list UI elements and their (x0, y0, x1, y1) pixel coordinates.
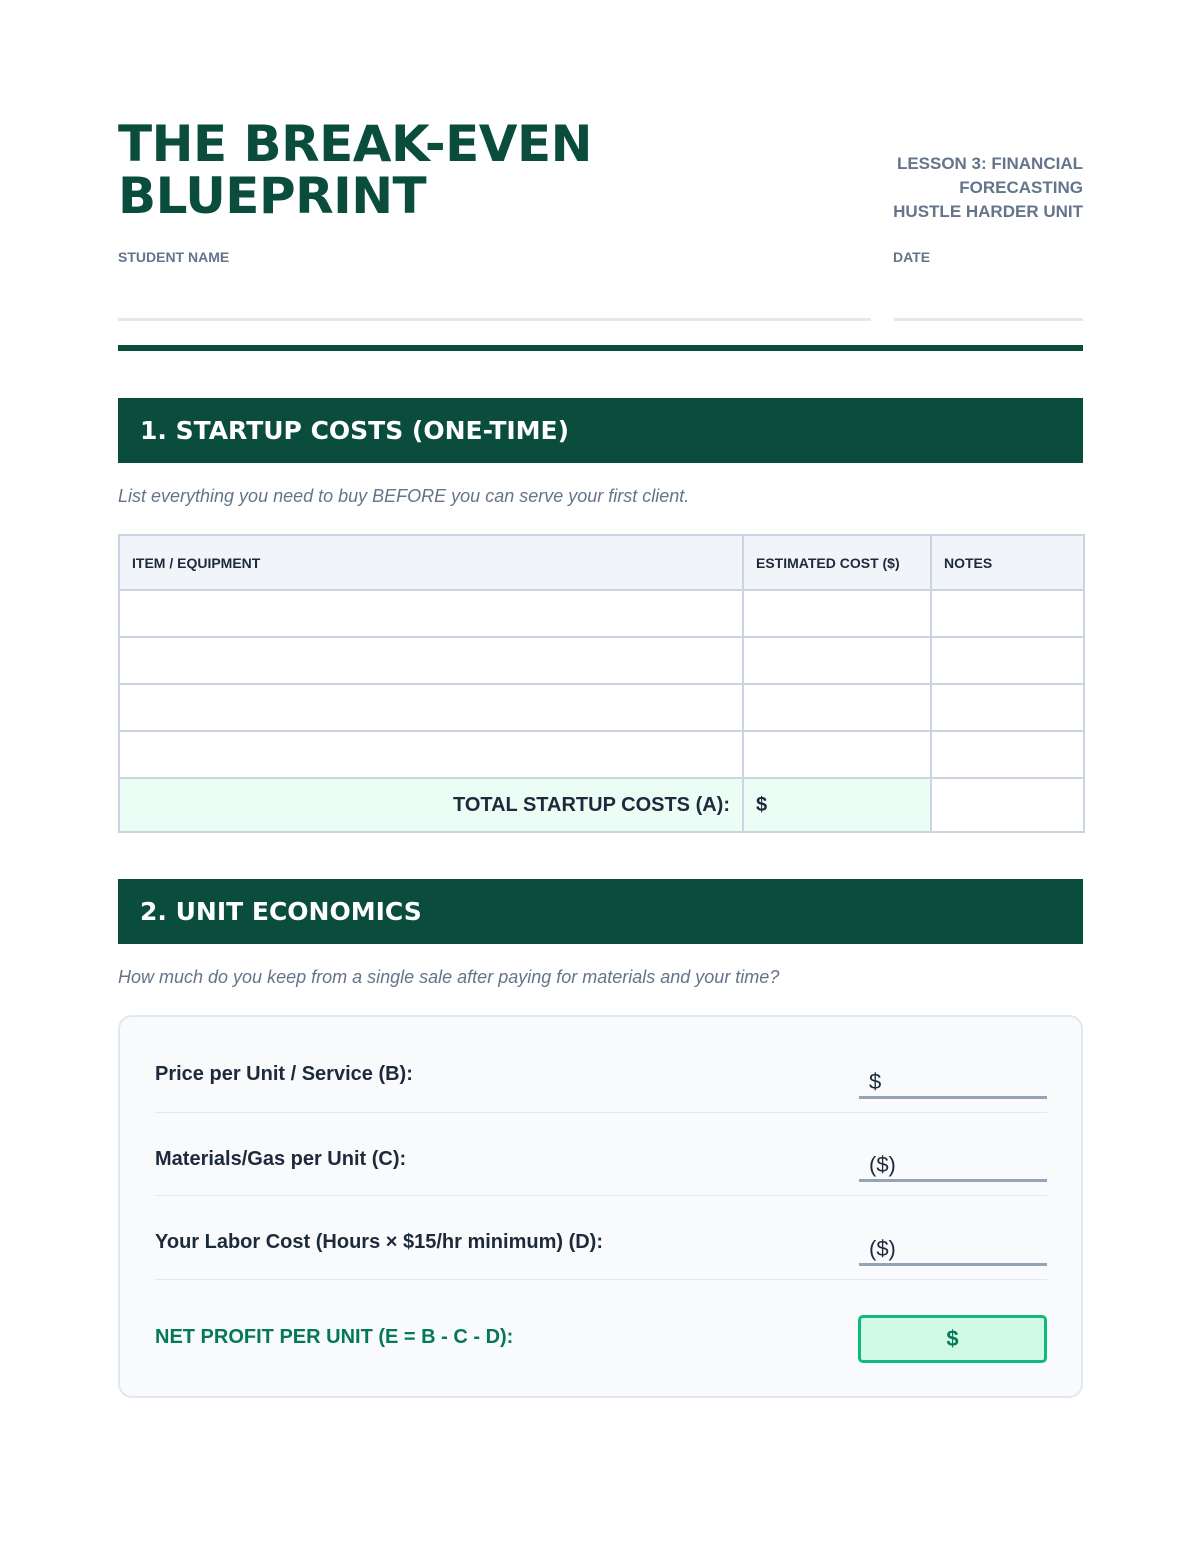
price-row (155, 1017, 1047, 1113)
price-input[interactable]: $ (859, 1065, 1047, 1099)
notes-cell[interactable] (931, 684, 1084, 731)
date-field[interactable] (894, 318, 1083, 321)
cost-cell[interactable] (743, 684, 931, 731)
cost-cell[interactable] (743, 731, 931, 778)
lesson-line-2: FORECASTING (959, 178, 1083, 197)
unit-economics-panel (118, 1015, 1083, 1398)
item-cell[interactable] (119, 590, 743, 637)
unit-name: HUSTLE HARDER UNIT (893, 202, 1083, 221)
lesson-info (823, 152, 1083, 224)
table-row (119, 637, 1084, 684)
net-profit-value[interactable]: $ (858, 1315, 1047, 1363)
table-row (119, 731, 1084, 778)
net-profit-label: NET PROFIT PER UNIT (E = B - C - D): (155, 1326, 514, 1348)
column-header-item: ITEM / EQUIPMENT (119, 535, 743, 590)
notes-cell[interactable] (931, 637, 1084, 684)
table-row (119, 590, 1084, 637)
column-header-notes: NOTES (931, 535, 1084, 590)
total-startup-costs-value[interactable]: $ (743, 778, 931, 832)
materials-label: Materials/Gas per Unit (C): (155, 1148, 407, 1170)
lesson-line-1: LESSON 3: FINANCIAL (896, 154, 1083, 173)
materials-input[interactable]: ($) (859, 1148, 1047, 1182)
page-title (118, 115, 738, 225)
student-name-field[interactable] (118, 318, 871, 321)
total-startup-costs-label: TOTAL STARTUP COSTS (A): (119, 778, 743, 832)
price-label: Price per Unit / Service (B): (155, 1063, 413, 1085)
total-row (119, 778, 1084, 832)
startup-costs-table (118, 534, 1085, 833)
labor-label: Your Labor Cost (Hours × $15/hr minimum) (D): (155, 1231, 603, 1253)
section-2-description: How much do you keep from a single sale after paying for materials and your time? (118, 967, 780, 987)
materials-row (155, 1112, 1047, 1196)
labor-input[interactable]: ($) (859, 1232, 1047, 1266)
cost-cell[interactable] (743, 637, 931, 684)
item-cell[interactable] (119, 731, 743, 778)
total-notes-cell[interactable] (931, 778, 1084, 832)
title-line-2: BLUEPRINT (118, 167, 427, 225)
section-2-heading: 2. UNIT ECONOMICS (118, 879, 1083, 944)
date-label: DATE (893, 249, 931, 265)
cost-cell[interactable] (743, 590, 931, 637)
table-row (119, 684, 1084, 731)
notes-cell[interactable] (931, 731, 1084, 778)
notes-cell[interactable] (931, 590, 1084, 637)
labor-row (155, 1195, 1047, 1280)
title-line-1: THE BREAK-EVEN (118, 115, 592, 173)
header-divider (118, 345, 1083, 351)
student-name-label: STUDENT NAME (118, 249, 230, 265)
column-header-cost: ESTIMATED COST ($) (743, 535, 931, 590)
section-1-heading: 1. STARTUP COSTS (ONE-TIME) (118, 398, 1083, 463)
table-header-row (119, 535, 1084, 590)
item-cell[interactable] (119, 637, 743, 684)
section-1-description: List everything you need to buy BEFORE you can serve your first client. (118, 486, 690, 506)
item-cell[interactable] (119, 684, 743, 731)
